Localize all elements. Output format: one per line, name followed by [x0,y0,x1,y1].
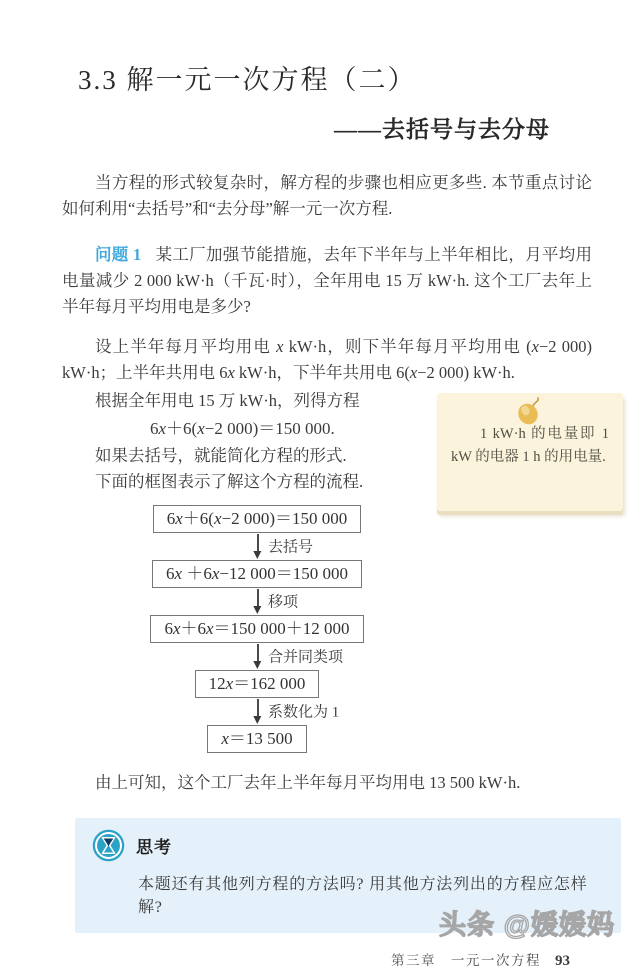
flow-step-combined: 12x＝162 000 [195,670,320,698]
arrow-head-icon [253,716,261,724]
problem1-text: 某工厂加强节能措施，去年下半年与上半年相比，月平均用电量减少 2 000 kW·h（千瓦·时），全年用电 15 万 kW·h. 这个工厂去年上半年每月平均用电是多少? [62,245,593,316]
margin-note-text: 1 kW·h 的电量即 1 kW 的电器 1 h 的用电量. [451,426,609,465]
arrow-label: 移项 [268,594,299,611]
problem1-paragraph [62,242,592,320]
flow-arrow-combine [62,643,452,670]
watermark: 头条 @媛媛妈 [439,910,615,940]
mouse-icon [513,396,547,426]
flow-arrow-remove-brackets [62,533,452,560]
think-question: 本题还有其他列方程的方法吗? 用其他方法列出的方程应怎样解? [138,876,588,916]
think-header [92,829,601,862]
flow-step-expanded: 6x ＋6x−12 000＝150 000 [152,560,362,588]
simplify-note: 如果去括号，就能简化方程的形式. [95,446,347,465]
flow-arrow-normalize [62,698,452,725]
flow-step-equation: 6x＋6(x−2 000)＝150 000 [153,505,362,533]
section-subtitle: ——去括号与去分母 [334,117,550,142]
main-equation: 6x＋6(x−2 000)＝150 000. [150,419,335,438]
flow-step-result: x＝13 500 [207,725,306,753]
flow-step-moved: 6x＋6x＝150 000＋12 000 [150,615,363,643]
page-footer [62,949,592,970]
footer-chapter: 第三章 一元一次方程 [391,953,541,968]
derive-intro: 根据全年用电 15 万 kW·h，列得方程 [95,391,360,410]
flow-intro: 下面的框图表示了解这个方程的流程. [95,472,364,491]
footer-page-number: 93 [555,953,570,969]
solution-flowchart [62,505,452,753]
intro-paragraph: 当方程的形式较复杂时，解方程的步骤也相应更多些. 本节重点讨论如何利用“去括号”和“去分母”解一元一次方程. [62,173,592,218]
conclusion-paragraph: 由上可知，这个工厂去年上半年每月平均用电 13 500 kW·h. [95,773,521,792]
arrow-head-icon [253,606,261,614]
arrow-head-icon [253,661,261,669]
think-title: 思考 [136,838,172,857]
hourglass-icon [92,829,125,862]
section-title: 3.3 解一元一次方程（二） [78,65,417,95]
arrow-label: 系数化为 1 [268,704,340,721]
problem1-label: 问题 1 [95,245,142,264]
flow-arrow-move-terms [62,588,452,615]
arrow-label: 合并同类项 [268,649,344,666]
arrow-head-icon [253,551,261,559]
arrow-label: 去括号 [268,539,314,556]
setup-paragraph: 设上半年每月平均用电 x kW·h，则下半年每月平均用电 (x−2 000) kW·h；上半年共用电 6x kW·h，下半年共用电 6(x−2 000) kW·h. [62,337,592,382]
margin-note [437,393,623,511]
